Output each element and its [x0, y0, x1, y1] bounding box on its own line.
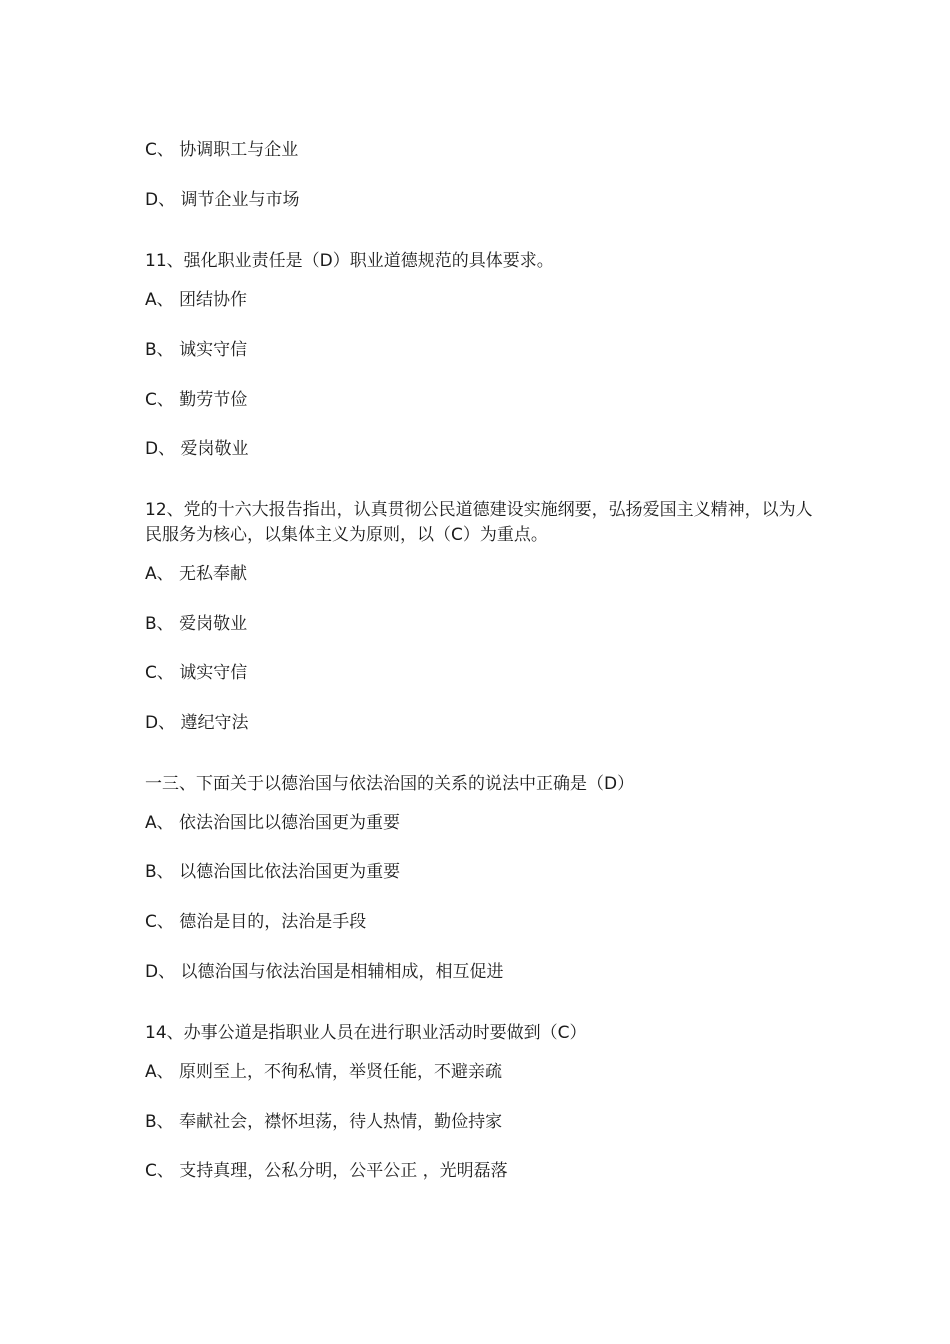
option-line: A、 原则至上，不徇私情，举贤任能，不避亲疏	[145, 1062, 503, 1082]
option-line: D、 以德治国与依法治国是相辅相成，相互促进	[145, 962, 504, 982]
option-line: D、 调节企业与市场	[145, 190, 300, 210]
question-line: 11、强化职业责任是（D）职业道德规范的具体要求。	[145, 251, 554, 271]
question-line: 12、党的十六大报告指出，认真贯彻公民道德建设实施纲要，弘扬爱国主义精神，以为人民服务为核心，以集体主义为原则，以（C）为重点。	[145, 500, 813, 545]
option-line: D、 遵纪守法	[145, 713, 249, 733]
option-line: B、 以德治国比依法治国更为重要	[145, 862, 401, 882]
option-line: A、 无私奉献	[145, 564, 248, 584]
option-line: A、 依法治国比以德治国更为重要	[145, 813, 401, 833]
option-line: C、 勤劳节俭	[145, 390, 248, 410]
option-line: A、 团结协作	[145, 290, 248, 310]
option-line: B、 诚实守信	[145, 340, 248, 360]
option-line: B、 奉献社会，襟怀坦荡，待人热情，勤俭持家	[145, 1112, 503, 1132]
option-line: C、 德治是目的，法治是手段	[145, 912, 367, 932]
option-line: C、 协调职工与企业	[145, 140, 299, 160]
option-line: C、 支持真理，公私分明，公平公正 ，光明磊落	[145, 1161, 508, 1181]
option-line: D、 爱岗敬业	[145, 439, 249, 459]
question-line: 14、办事公道是指职业人员在进行职业活动时要做到（C）	[145, 1023, 587, 1043]
option-line: C、 诚实守信	[145, 663, 248, 683]
question-line: 一三、下面关于以德治国与依法治国的关系的说法中正确是（D）	[145, 774, 635, 794]
option-line: B、 爱岗敬业	[145, 614, 248, 634]
